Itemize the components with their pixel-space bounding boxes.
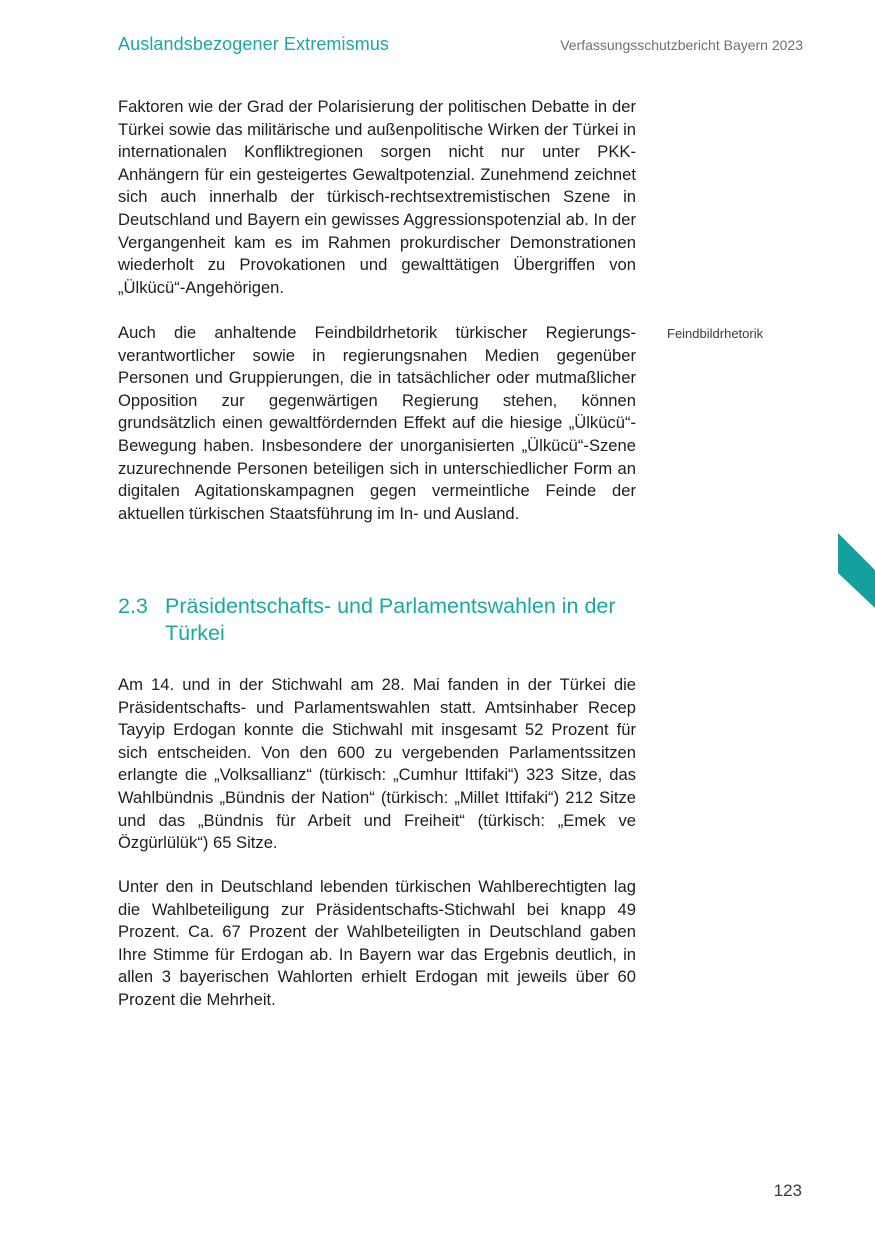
page-number: 123: [773, 1181, 802, 1200]
paragraph-2: [118, 322, 636, 525]
paragraph-4: [118, 876, 636, 1012]
running-header-publication: Verfassungsschutzbericht Bayern 2023: [560, 37, 803, 53]
margin-note: Feindbildrhetorik: [667, 326, 764, 341]
paragraph-3: [118, 674, 636, 855]
paragraph-3-text: Am 14. und in der Stichwahl am 28. Mai fanden in der Türkei die Präsidentschafts- und Parlamentswahlen statt. Amtsinhaber Recep Tayyip Erdogan konnte die Stichwahl mit insgesamt 52 Prozent für sich entscheiden. Von den 600 zu vergebenden Parlamentssitzen erlangte die „Volksallianz“ (türkisch: „Cumhur Ittifaki“) 323 Sitze, das Wahlbündnis „Bündnis der Nation“ (türkisch: „Millet Ittifaki“) 212 Sitze und das „Bündnis für Arbeit und Freiheit“ (türkisch: „Emek ve Özgürlülük“) 65 Sitze.: [118, 675, 636, 853]
chapter-tab-marker: [838, 533, 875, 608]
paragraph-4-text: Unter den in Deutschland lebenden türkischen Wahlberechtigten lag die Wahlbeteiligung zur Präsidentschafts-Stichwahl bei knapp 49 Prozent. Ca. 67 Prozent der Wahlbeteiligten in Deutschland gaben Ihre Stimme für Erdogan ab. In Bayern war das Ergebnis deutlich, in allen 3 bayerischen Wahlorten erhielt Erdogan mit jeweils über 60 Prozent die Mehrheit.: [118, 877, 636, 1009]
paragraph-2-text: Auch die anhaltende Feindbildrhetorik türkischer Regierungsverantwortlicher sowie in regierungsnahen Medien gegenüber Personen und Gruppierungen, die in tatsächlicher oder mutmaßlicher Opposition zur gegenwärtigen Regierung stehen, können grundsätzlich einen gewaltfördernden Effekt auf die hiesige „Ülkücü“-Bewegung haben. Insbesondere der unorganisierten „Ülkücü“-Szene zuzurechnende Personen beteiligen sich in unterschiedlicher Form an digitalen Agitationskampagnen gegen vermeintliche Feinde der aktuellen türkischen Staatsführung im In- und Ausland.: [118, 323, 636, 523]
section-number: 2.3: [118, 594, 148, 618]
section-heading: [118, 593, 648, 647]
section-title: Präsidentschafts- und Parlamentswahlen in der Türkei: [165, 594, 616, 645]
paragraph-1: [118, 96, 636, 299]
paragraph-1-text: Faktoren wie der Grad der Polarisierung der politischen Debatte in der Türkei sowie das militärische und außenpolitische Wirken der Türkei in internationalen Konfliktregionen sorgen nicht nur unter PKK-Anhängern für ein gesteigertes Gewaltpotenzial. Zunehmend zeichnet sich auch innerhalb der türkisch-rechtsextremistischen Szene in Deutschland und Bayern ein gewisses Aggressionspotenzial ab. In der Vergangenheit kam es im Rahmen prokurdischer Demonstrationen wiederholt zu Provokationen und gewalttätigen Übergriffen von „Ülkücü“-Angehörigen.: [118, 97, 637, 297]
running-header-section: Auslandsbezogener Extremismus: [118, 34, 390, 54]
chapter-tab-shape: [838, 533, 875, 608]
